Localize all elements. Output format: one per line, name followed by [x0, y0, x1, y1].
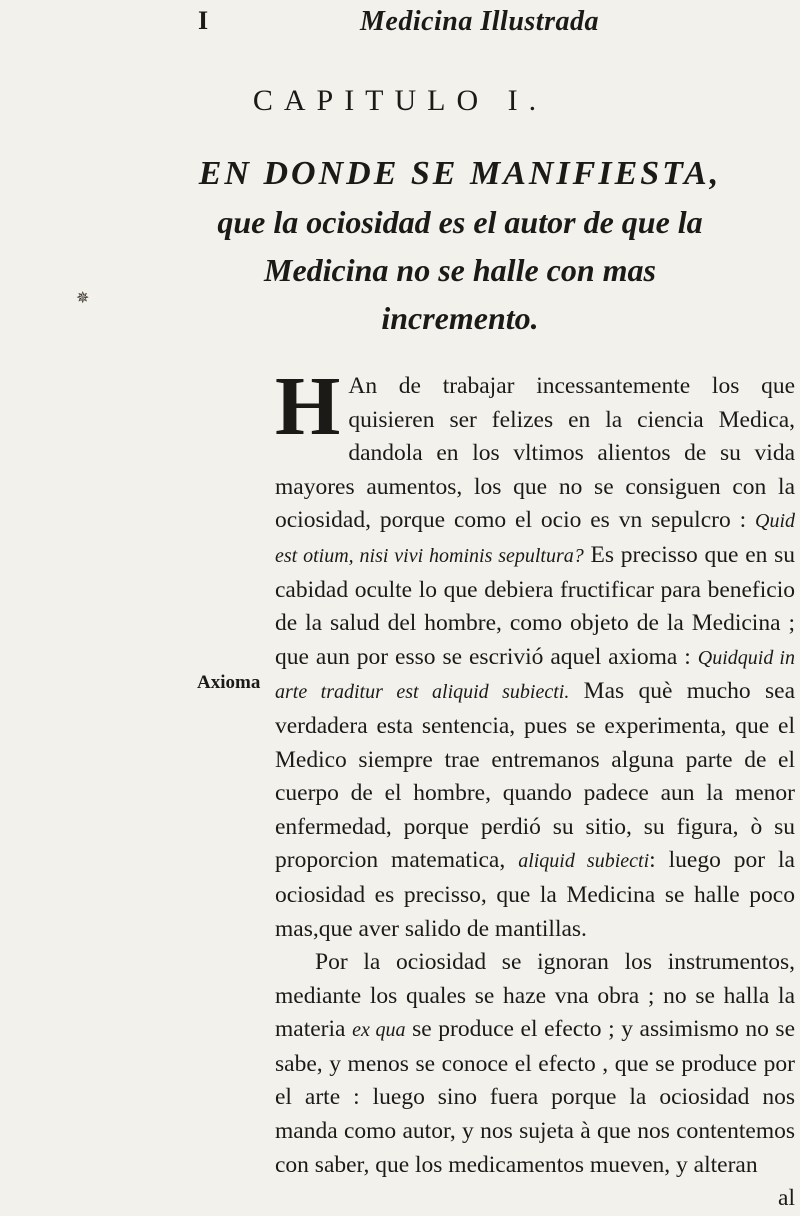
latin-quote-subiecti: aliquid subiecti	[518, 850, 650, 873]
paragraph-2	[275, 946, 795, 1182]
paragraph-1	[275, 360, 796, 946]
latin-quote-otium: Quid est otium, nisi vivi hominis sepultura?	[275, 510, 795, 567]
paragraph-2-text-1: Por la ociosidad se ignoran los instrumentos, mediante los quales se haze vna obra ; no se halla la materia	[275, 949, 795, 1043]
page-folio: I	[198, 6, 209, 35]
chapter-title	[180, 150, 740, 342]
catchword-line	[275, 1182, 795, 1216]
paragraph-2-text-2: se produce el efecto ; y assimismo no se sabe, y menos se conoce el efecto , que se produce por el arte : luego sino fuera porque la ociosidad nos manda como autor, y nos sujeta à que nos contentemos con saber, que los medicamentos mueven, y alteran	[275, 1016, 796, 1178]
chapter-title-line-1: EN DONDE SE MANIFIESTA,	[198, 155, 722, 192]
chapter-title-line-4: incremento.	[381, 300, 539, 336]
ornament-mark: ✵	[76, 290, 90, 307]
body-text	[275, 360, 796, 1216]
latin-quote-ex-qua: ex qua	[352, 1019, 406, 1042]
chapter-title-line-2: que la ociosidad es el autor de que la	[217, 204, 703, 240]
running-head: Medicina Illustrada	[360, 6, 599, 37]
chapter-title-line-3: Medicina no se halle con mas	[263, 252, 656, 288]
paragraph-1-text-2: Es precisso que en su cabidad oculte lo que debiera fructificar para beneficio de la salud del hombre, como objeto de la Medicina ; que aun por esso se escrivió aquel axioma :	[275, 541, 796, 670]
latin-quote-axioma: Quidquid in arte traditur est aliquid subiecti.	[275, 646, 795, 704]
paragraph-1-text-1: An de trabajar incessantemente los que quisieren ser felizes en la ciencia Medica, dandola en los vltimos alientos de su vida mayores aumentos, los que no se consiguen con la ociosidad, porque como el ocio es vn sepulcro :	[275, 373, 795, 534]
margin-note-axioma: Axioma	[197, 672, 261, 693]
paragraph-1-text-3: Mas què mucho sea verdadera esta sentencia, pues se experimenta, que el Medico siempre trae entremanos alguna parte de el cuerpo de el hombre, quando padece aun la menor enfermedad, porque perdió su sitio, su figura, ò su proporcion matematica,	[275, 678, 796, 874]
drop-cap: H	[275, 360, 341, 453]
paragraph-1-text-4: : luego por la ociosidad es precisso, que la Medicina se halle poco mas,que aver salido de mantillas.	[275, 847, 795, 942]
chapter-heading: CAPITULO I.	[252, 84, 548, 117]
catchword: al	[778, 1185, 795, 1212]
